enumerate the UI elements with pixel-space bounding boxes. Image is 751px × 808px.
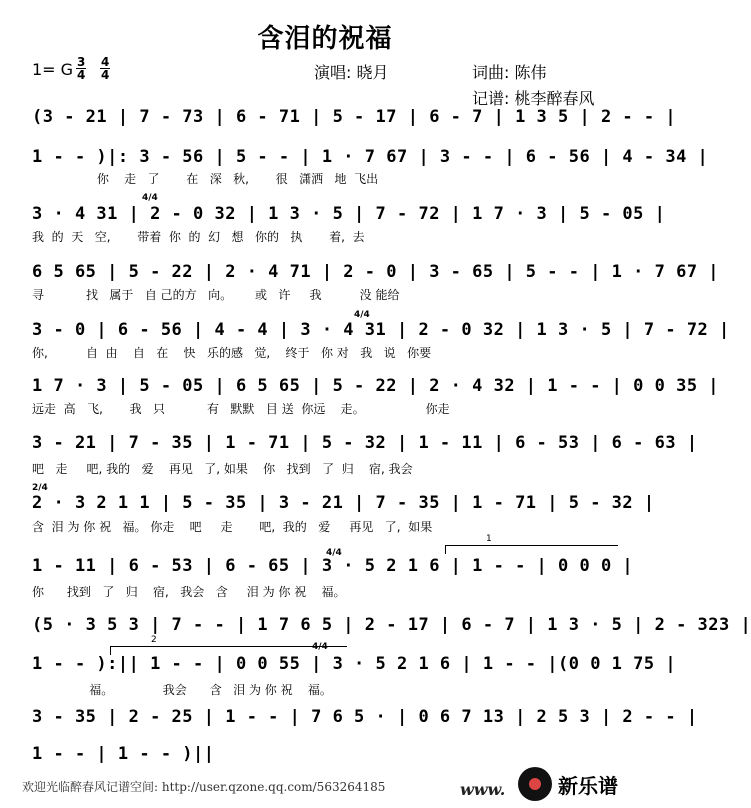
score-row-8: 2 · 3 2 1 1 | 5 - 35 | 3 - 21 | 7 - 35 | 1 - 71 | 5 - 32 | — [32, 493, 655, 513]
score-row-3: 3 · 4 31 | 2 - 0 32 | 1 3 · 5 | 7 - 72 | 1 7 · 3 | 5 - 05 | — [32, 204, 666, 224]
inline-time-signature-e: 4/4 — [312, 642, 328, 652]
score-row-7: 3 - 21 | 7 - 35 | 1 - 71 | 5 - 32 | 1 - 11 | 6 - 53 | 6 - 63 | — [32, 433, 698, 453]
volta-bracket-1: 1 — [445, 545, 618, 554]
score-row-4: 6 5 65 | 5 - 22 | 2 · 4 71 | 2 - 0 | 3 - 65 | 5 - - | 1 · 7 67 | — [32, 262, 720, 282]
score-row-9: 1 - 11 | 6 - 53 | 6 - 65 | 3 · 5 2 1 6 | 1 - - | 0 0 0 | — [32, 556, 634, 576]
inline-time-signature-b: 4/4 — [354, 310, 370, 320]
lyric-row-6: 远走 高 飞, 我 只 有 默默 目 送 你远 走。 你走 — [32, 402, 450, 416]
lyric-row-11: 福。 我会 含 泪 为 你 祝 福。 — [32, 683, 332, 697]
score-row-12: 3 - 35 | 2 - 25 | 1 - - | 7 6 5 · | 0 6 7 13 | 2 5 3 | 2 - - | — [32, 707, 698, 727]
singer-credit: 演唱: 晓月 — [314, 63, 389, 82]
inline-time-signature-d: 4/4 — [326, 548, 342, 558]
record-disc-icon — [518, 767, 552, 801]
time-signature-1: 3 4 — [77, 55, 86, 82]
brand-www-text: www. — [460, 780, 506, 799]
transcriber-credit: 记谱: 桃李醉春风 — [472, 89, 595, 108]
footer-link-text: 欢迎光临醉春风记谱空间: http://user.qzone.qq.com/563264185 — [22, 780, 386, 794]
composer-credit: 词曲: 陈伟 — [472, 63, 547, 82]
score-row-13: 1 - - | 1 - - )|| — [32, 744, 215, 764]
score-row-6: 1 7 · 3 | 5 - 05 | 6 5 65 | 5 - 22 | 2 · 4 32 | 1 - - | 0 0 35 | — [32, 376, 720, 396]
score-row-1: (3 - 21 | 7 - 73 | 6 - 71 | 5 - 17 | 6 - 7 | 1 3 5 | 2 - - | — [32, 107, 677, 127]
score-row-2: 1 - - )|: 3 - 56 | 5 - - | 1 · 7 67 | 3 - - | 6 - 56 | 4 - 34 | — [32, 147, 709, 167]
time-signature-2: 4 4 — [101, 55, 110, 82]
lyric-row-4: 寻 找 属于 自 己的方 向。 或 许 我 没 能给 — [32, 288, 400, 302]
lyric-row-9: 你 找到 了 归 宿, 我会 含 泪 为 你 祝 福。 — [32, 585, 346, 599]
inline-time-signature: 4/4 — [142, 193, 158, 203]
brand-logo-area — [508, 764, 640, 804]
lyric-row-7: 吧 走 吧, 我的 爱 再见 了, 如果 你 找到 了 归 宿, 我会 — [32, 462, 413, 476]
song-title: 含泪的祝福 — [257, 24, 393, 54]
score-row-5: 3 - 0 | 6 - 56 | 4 - 4 | 3 · 4 31 | 2 - 0 32 | 1 3 · 5 | 7 - 72 | — [32, 320, 730, 340]
key-signature: 1= G — [32, 60, 74, 79]
lyric-row-8: 含 泪 为 你 祝 福。 你走 吧 走 吧, 我的 爱 再见 了, 如果 — [32, 520, 433, 534]
score-row-10: (5 · 3 5 3 | 7 - - | 1 7 6 5 | 2 - 17 | 6 - 7 | 1 3 · 5 | 2 - 323 | — [32, 615, 751, 635]
score-row-11: 1 - - ):|| 1 - - | 0 0 55 | 3 · 5 2 1 6 | 1 - - |(0 0 1 75 | — [32, 654, 677, 674]
volta-bracket-2: 2 — [110, 646, 347, 655]
lyric-row-3: 我 的 天 空, 带着 你 的 幻 想 你的 执 着, 去 — [32, 230, 365, 244]
inline-time-signature-c: 2/4 — [32, 483, 48, 493]
brand-name: 新乐谱 — [558, 773, 618, 798]
lyric-row-5: 你, 自 由 自 在 快 乐的感 觉, 终于 你 对 我 说 你要 — [32, 346, 432, 360]
lyric-row-2: 你 走 了 在 深 秋, 很 潇洒 地 飞出 — [32, 172, 379, 186]
